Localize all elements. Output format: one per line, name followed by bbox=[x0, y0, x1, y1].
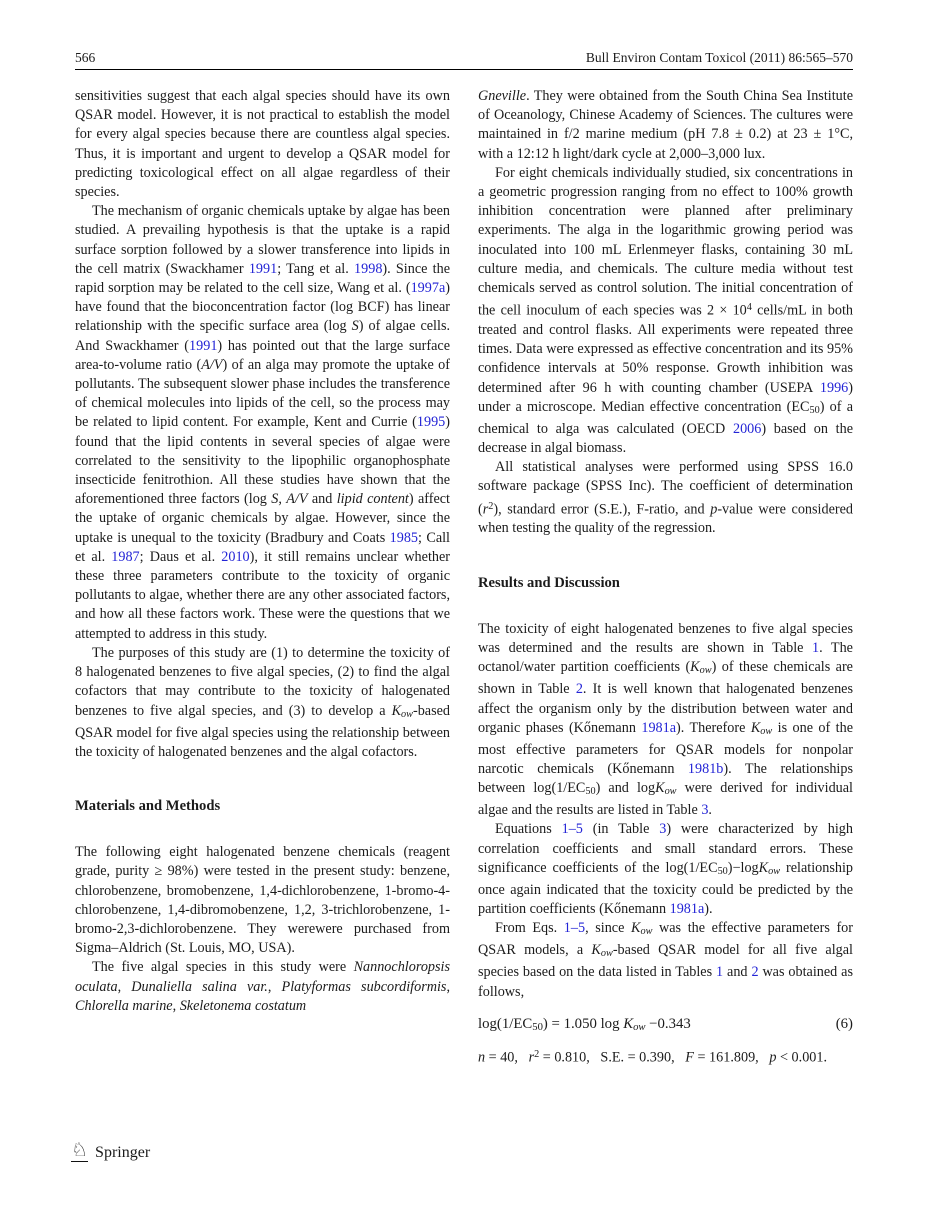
text-run: S bbox=[351, 318, 359, 335]
text-run: ) of a chemical to alga was calculated (OECD bbox=[478, 398, 853, 437]
text-run: ). The relationships between log(1/EC bbox=[478, 760, 853, 797]
text-run: were derived for individual algae and the results are listed in Table bbox=[478, 780, 853, 819]
text-run: -value were considered when testing the quality of the regression. bbox=[478, 501, 853, 537]
citation-link[interactable]: 1 bbox=[716, 964, 724, 981]
text-run: −0.343 bbox=[645, 1015, 691, 1032]
text-run: For eight chemicals individually studied, six concentrations in a geometric progression ranging from no effect to 100% growth inhibition concentration were planned after preliminary experiments. The alga in the logarithmic growing period was inoculated into 100 mL Erlenmeyer flasks, containing 30 mL culture media, and chemicals. The culture media without test chemicals served as control solution. The initial concentration of the cell inoculum of each species was 2 × 10 bbox=[478, 164, 853, 319]
text-run: relationship once again indicated that the toxicity could be predicted by the partition coefficients (Kőnemann bbox=[478, 859, 854, 918]
text-run: 50 bbox=[717, 865, 728, 877]
text-run: . bbox=[708, 802, 712, 819]
text-run: 4 bbox=[746, 302, 752, 314]
section-heading bbox=[75, 797, 450, 816]
text-run: ). Since the rapid sorption may be related to the cell size, Wang et al. ( bbox=[75, 260, 451, 297]
text-run: ), it still remains unclear whether these three parameters contribute to the toxicity of organic pollutants to algae, whether there are any other associated factors, and how all these factors work. These were the questions that we attempted to address in this study. bbox=[75, 548, 451, 642]
text-run: = 40, bbox=[485, 1049, 529, 1066]
text-run: Platyformas subcordiformis bbox=[281, 978, 447, 995]
citation-link[interactable]: 1991 bbox=[248, 260, 278, 277]
paragraph bbox=[75, 958, 450, 1016]
text-run: ; Call et al. bbox=[75, 529, 451, 565]
paragraph bbox=[478, 820, 853, 919]
text-run: K bbox=[690, 659, 700, 676]
paragraph bbox=[75, 644, 450, 762]
text-run: lipid content bbox=[336, 491, 409, 508]
text-run: The following eight halogenated benzene chemicals (reagent grade, purity ≥ 98%) were tested in the present study: benzene, chlorobenzene, bromobenzene, 1,4-dichlorobenzene, 1-bromo-4-chlorobenzene, 1,4-dibromobenzene, 1,2, 3-trichlorobenzene, 1-bromo-2,3-dichlorobenzene. They werewere purchased from Sigma–Aldrich (St. Louis, MO, USA). bbox=[75, 844, 450, 957]
text-run: ow bbox=[633, 1021, 646, 1033]
text-run: was obtained as follows, bbox=[478, 964, 853, 1000]
text-run: Results and Discussion bbox=[478, 574, 620, 591]
text-run: ) under a microscope. Median effective concentration (EC bbox=[478, 379, 853, 415]
citation-link[interactable]: 3 bbox=[701, 802, 709, 819]
text-run: The toxicity of eight halogenated benzenes to five algal species was determined and the results are shown in Table bbox=[478, 620, 853, 657]
header-rule bbox=[75, 69, 853, 70]
text-run: A/V bbox=[286, 491, 308, 508]
content-columns bbox=[75, 87, 853, 1068]
text-run: cells/mL in both treated and control flasks. All experiments were repeated three times. Data were expressed as effective concentration and its 95% confidence intervals at 50% response. Growth inhibition was determined after 96 h with counting chamber (USEPA bbox=[478, 302, 853, 396]
text-run: ) has pointed out that the large surface area-to-volume ratio ( bbox=[75, 337, 450, 373]
text-run: ow bbox=[401, 708, 413, 720]
paragraph bbox=[478, 919, 853, 1001]
text-run: , since bbox=[585, 920, 631, 937]
springer-horse-icon: ♘ bbox=[71, 1140, 89, 1161]
text-run: ; Daus et al. bbox=[139, 548, 222, 565]
paragraph bbox=[75, 202, 450, 644]
text-run: . They were obtained from the South China Sea Institute of Oceanology, Chinese Academy of Sciences. The cultures were maintained in f/2 marine medium (pH 7.8 ± 0.2) at 23 ± 1°C, with a 12:12 h light/dark cycle at 2,000–3,000 lux. bbox=[478, 88, 853, 162]
text-run: 50 bbox=[532, 1021, 543, 1033]
text-run: , bbox=[446, 978, 450, 995]
text-run: n bbox=[478, 1049, 486, 1066]
text-run: K bbox=[655, 780, 665, 797]
text-run: Materials and Methods bbox=[75, 797, 221, 814]
text-run: ), standard error (S.E.), F-ratio, and bbox=[493, 501, 711, 518]
paragraph bbox=[478, 164, 853, 458]
text-run: ) based on the decrease in algal biomass. bbox=[478, 420, 853, 457]
text-run: Nannochloropsis oculata bbox=[75, 959, 450, 995]
citation-link[interactable]: 1981a bbox=[669, 901, 705, 918]
text-run: (in Table bbox=[582, 821, 660, 838]
citation-link[interactable]: 2010 bbox=[221, 548, 250, 565]
text-run: ow bbox=[760, 725, 773, 737]
text-run: . It is well known that halogenated benzenes affect the organism only by the distribution between water and organic phases (Kőnemann bbox=[478, 681, 853, 736]
citation-link[interactable]: 1 bbox=[812, 640, 820, 657]
text-run: ) = 1.050 log bbox=[542, 1015, 624, 1032]
citation-link[interactable]: 1985 bbox=[389, 529, 419, 546]
text-run: 2 bbox=[488, 500, 494, 512]
text-run: ) and log bbox=[595, 780, 656, 797]
paragraph bbox=[478, 620, 853, 821]
text-run: The five algal species in this study were bbox=[92, 959, 354, 976]
citation-link[interactable]: 1991 bbox=[189, 337, 218, 354]
text-run: The purposes of this study are (1) to determine the toxicity of 8 halogenated benzenes to five algal species, (2) to find the algal cofactors that may contribute to the toxicity of halogenated benzenes to five algal species, and (3) to develop a bbox=[75, 644, 450, 719]
text-run: )−log bbox=[727, 859, 759, 876]
text-run: 50 bbox=[809, 404, 820, 416]
text-run: ow bbox=[600, 948, 613, 960]
right-column bbox=[478, 87, 853, 1068]
text-run: , bbox=[117, 978, 132, 995]
text-run: ) affect the uptake of organic chemicals by algae. However, since the uptake is unequal to the toxicity (Bradbury and Coats bbox=[75, 491, 450, 546]
text-run: r bbox=[482, 501, 489, 518]
section-heading bbox=[478, 574, 853, 593]
text-run: , bbox=[267, 978, 282, 995]
text-run: ow bbox=[768, 865, 781, 877]
text-run: = 161.809, bbox=[693, 1049, 770, 1066]
citation-link[interactable]: 2006 bbox=[732, 420, 762, 437]
text-run: ) were characterized by high correlation coefficients and small standard errors. These significance coefficients of the log(1/EC bbox=[478, 821, 853, 876]
text-run: is one of the most effective parameters for QSAR models for nonpolar narcotic chemicals (Kőnemann bbox=[478, 719, 853, 777]
publisher-footer bbox=[71, 1142, 150, 1163]
text-run: = 0.810, S.E. = 0.390, bbox=[539, 1049, 686, 1066]
text-run: A/V bbox=[201, 356, 223, 373]
text-run: ) of an alga may promote the uptake of pollutants. The subsequent slower phase includes the transference of chemical molecules into lipids of the cell, so the process may be related to lipid content. For example, Kent and Currie ( bbox=[75, 356, 450, 431]
publisher-name: Springer bbox=[95, 1143, 151, 1161]
text-run: Chlorella marine bbox=[75, 997, 173, 1014]
citation-link[interactable]: 1997a bbox=[410, 280, 446, 297]
citation-link[interactable]: 1–5 bbox=[561, 821, 583, 838]
citation-link[interactable]: 3 bbox=[659, 821, 667, 838]
text-run: < 0.001. bbox=[776, 1049, 828, 1066]
text-run: S bbox=[271, 491, 279, 508]
text-run: K bbox=[750, 719, 761, 736]
text-run: -based QSAR model for five algal species using the relationship between the toxicity of halogenated benzenes and the algal cofactors. bbox=[75, 702, 450, 760]
citation-link[interactable]: 1987 bbox=[111, 548, 140, 565]
text-run: ow bbox=[699, 665, 712, 677]
text-run: , bbox=[278, 491, 287, 508]
equation bbox=[478, 1015, 853, 1037]
page-number: 566 bbox=[75, 50, 96, 65]
text-run: and bbox=[307, 491, 337, 508]
citation-link[interactable]: 1995 bbox=[416, 414, 446, 431]
text-run: -based QSAR model for all five algal species based on the data listed in Tables bbox=[478, 942, 854, 981]
text-run: From Eqs. bbox=[495, 920, 564, 937]
text-run: r bbox=[528, 1049, 535, 1066]
text-run: ). Therefore bbox=[676, 719, 751, 736]
citation-link[interactable]: 2 bbox=[751, 964, 759, 981]
text-run: ) found that the lipid contents in several species of algae were correlated to the sensitivity to the lipophilic organophosphate insecticide fenitrothion. All these studies have shown that the aforementioned three factors (log bbox=[75, 414, 450, 508]
text-run: and bbox=[723, 964, 752, 981]
text-run: log(1/EC bbox=[478, 1015, 533, 1032]
text-run: ). bbox=[704, 901, 713, 918]
text-run: sensitivities suggest that each algal species should have its own QSAR model. However, it is not practical to establish the model for every algal species because there are countless algal species. Thus, it is important and urgent to develop a QSAR model for predicting toxicological effect on all algae regardless of their species. bbox=[75, 88, 450, 201]
text-run: All statistical analyses were performed using SPSS 16.0 software package (SPSS Inc). The coefficient of determination ( bbox=[478, 459, 853, 518]
text-run: p bbox=[769, 1049, 777, 1066]
text-run: K bbox=[623, 1015, 634, 1032]
text-run: ow bbox=[664, 786, 677, 797]
text-run: was the effective parameters for QSAR models, a bbox=[478, 920, 853, 959]
text-run: ; Tang et al. bbox=[277, 260, 355, 277]
left-column bbox=[75, 87, 450, 1068]
text-run: K bbox=[591, 942, 601, 959]
text-run: ) of these chemicals are shown in Table bbox=[478, 659, 853, 698]
citation-link[interactable]: 1–5 bbox=[563, 920, 586, 937]
citation-link[interactable]: 2 bbox=[575, 681, 583, 698]
text-run: Gneville bbox=[478, 88, 527, 104]
text-run: K bbox=[391, 702, 402, 719]
text-run: F bbox=[685, 1049, 694, 1066]
citation-link[interactable]: 1981a bbox=[641, 719, 677, 736]
page-header bbox=[75, 50, 853, 66]
paragraph bbox=[478, 458, 853, 538]
journal-reference: Bull Environ Contam Toxicol (2011) 86:565–570 bbox=[585, 50, 853, 65]
equation-body bbox=[478, 1015, 691, 1037]
text-run: p bbox=[710, 501, 718, 518]
text-run: Skeletonema costatum bbox=[179, 997, 307, 1014]
citation-link[interactable]: 1998 bbox=[354, 260, 383, 277]
text-run: K bbox=[631, 920, 641, 937]
regression-stats bbox=[478, 1045, 853, 1068]
text-run: . The octanol/water partition coefficients ( bbox=[478, 640, 853, 676]
text-run: Equations bbox=[495, 821, 562, 838]
paragraph bbox=[75, 87, 450, 202]
text-run: ) have found that the bioconcentration factor (log BCF) has linear relationship with the specific surface area (log bbox=[75, 280, 450, 335]
equation-number: (6) bbox=[835, 1015, 853, 1032]
text-run: ow bbox=[640, 926, 653, 938]
text-run: The mechanism of organic chemicals uptake by algae has been studied. A prevailing hypothesis is that the uptake is a rapid surface sorption followed by a slower transference into lipids in the cell matrix (Swackhamer bbox=[75, 203, 450, 277]
paragraph bbox=[478, 87, 853, 164]
text-run: K bbox=[758, 859, 769, 876]
paragraph bbox=[75, 843, 450, 958]
text-run: 50 bbox=[585, 786, 596, 797]
text-run: ) of algae cells. And Swackhamer ( bbox=[75, 318, 451, 354]
citation-link[interactable]: 1981b bbox=[687, 760, 724, 777]
citation-link[interactable]: 1996 bbox=[819, 379, 849, 396]
text-run: 2 bbox=[534, 1048, 540, 1060]
text-run: , bbox=[172, 997, 180, 1014]
text-run: Dunaliella salina var. bbox=[131, 978, 268, 995]
